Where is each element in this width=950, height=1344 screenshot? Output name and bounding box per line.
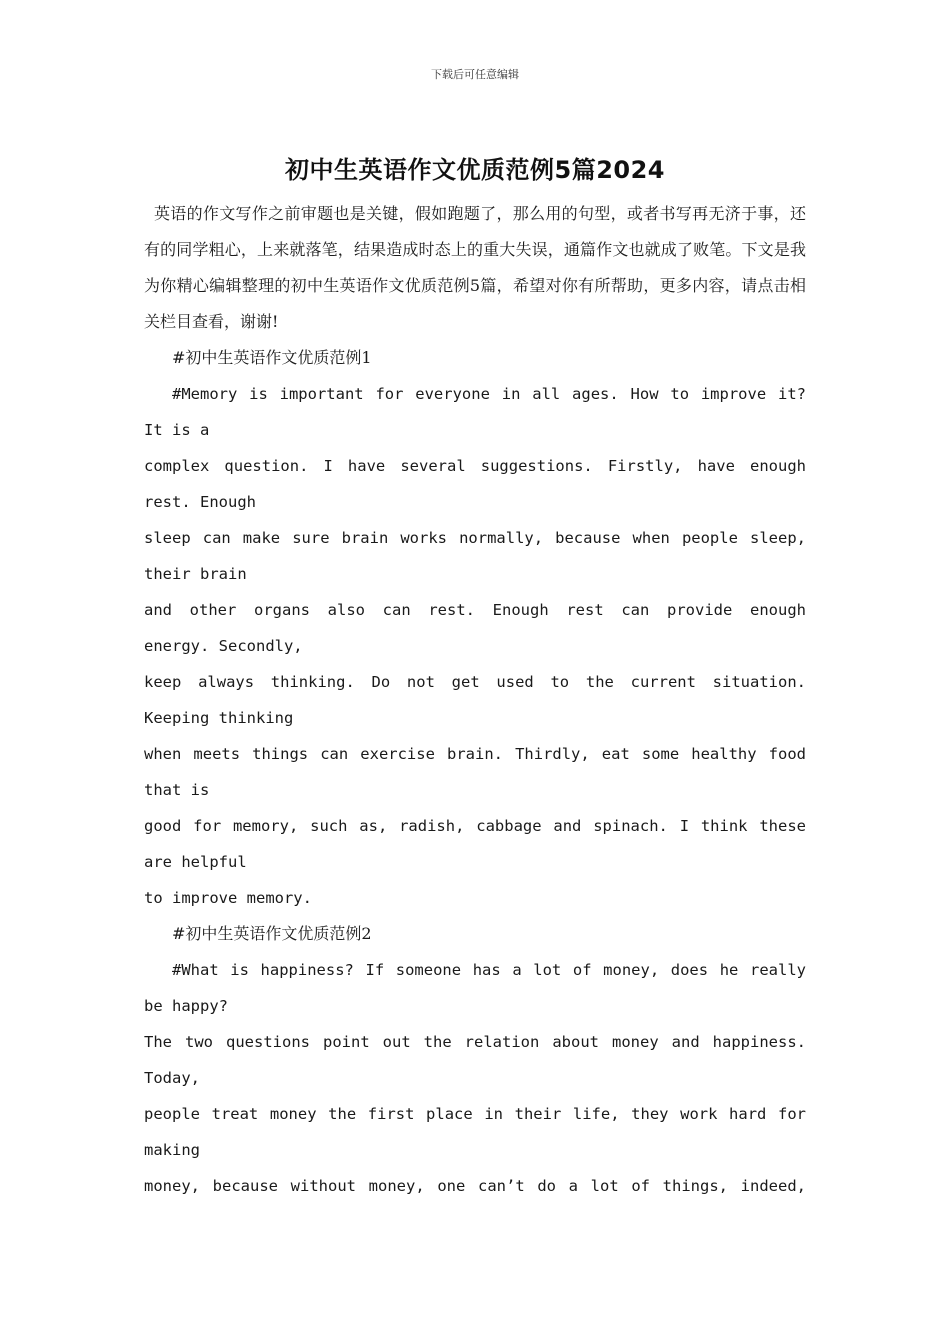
essay-line: sleep can make sure brain works normally, because when people sleep, — [144, 529, 806, 547]
essay-line: be happy? — [144, 997, 228, 1015]
essay-line: energy. Secondly, — [144, 637, 303, 655]
document-title: 初中生英语作文优质范例5篇2024 — [285, 156, 665, 184]
intro-paragraph: 英语的作文写作之前审题也是关键，假如跑题了，那么用的句型，或者书写再无济于事，还有的同学粗心，上来就落笔，结果造成时态上的重大失误，通篇作文也就成了败笔。下文是我为你精心编辑整理的初中生英语作文优质范例5篇，希望对你有所帮助，更多内容，请点击相关栏目查看，谢谢! — [144, 204, 806, 331]
essay-line: and other organs also can rest. Enough rest can provide enough — [144, 601, 806, 619]
document-body — [144, 196, 806, 1204]
essay-line: money, because without money, one can’t do a lot of things, indeed, — [144, 1177, 806, 1195]
essay-line: #What is happiness? If someone has a lot of money, does he really — [172, 961, 806, 979]
essay-line: when meets things can exercise brain. Thirdly, eat some healthy food — [144, 745, 806, 763]
essay-line: rest. Enough — [144, 493, 256, 511]
essay-line: Keeping thinking — [144, 709, 294, 727]
section-heading-1: #初中生英语作文优质范例1 — [172, 348, 372, 367]
essay-line: their brain — [144, 565, 247, 583]
essay-line: people treat money the first place in their life, they work hard for — [144, 1105, 806, 1123]
essay-line: are helpful — [144, 853, 247, 871]
essay-line: to improve memory. — [144, 889, 312, 907]
essay-line: Today, — [144, 1069, 200, 1087]
essay-2 — [144, 952, 806, 1204]
essay-line: that is — [144, 781, 210, 799]
essay-line: The two questions point out the relation about money and happiness. — [144, 1033, 806, 1051]
essay-line: making — [144, 1141, 200, 1159]
essay-line: keep always thinking. Do not get used to the current situation. — [144, 673, 806, 691]
header-note: 下载后可任意编辑 — [431, 68, 519, 81]
essay-line: complex question. I have several suggestions. Firstly, have enough — [144, 457, 806, 475]
essay-line: #Memory is important for everyone in all ages. How to improve it? — [172, 385, 806, 403]
essay-line: It is a — [144, 421, 210, 439]
essay-line: good for memory, such as, radish, cabbage and spinach. I think these — [144, 817, 806, 835]
essay-1 — [144, 376, 806, 916]
section-heading-2: #初中生英语作文优质范例2 — [172, 924, 372, 943]
